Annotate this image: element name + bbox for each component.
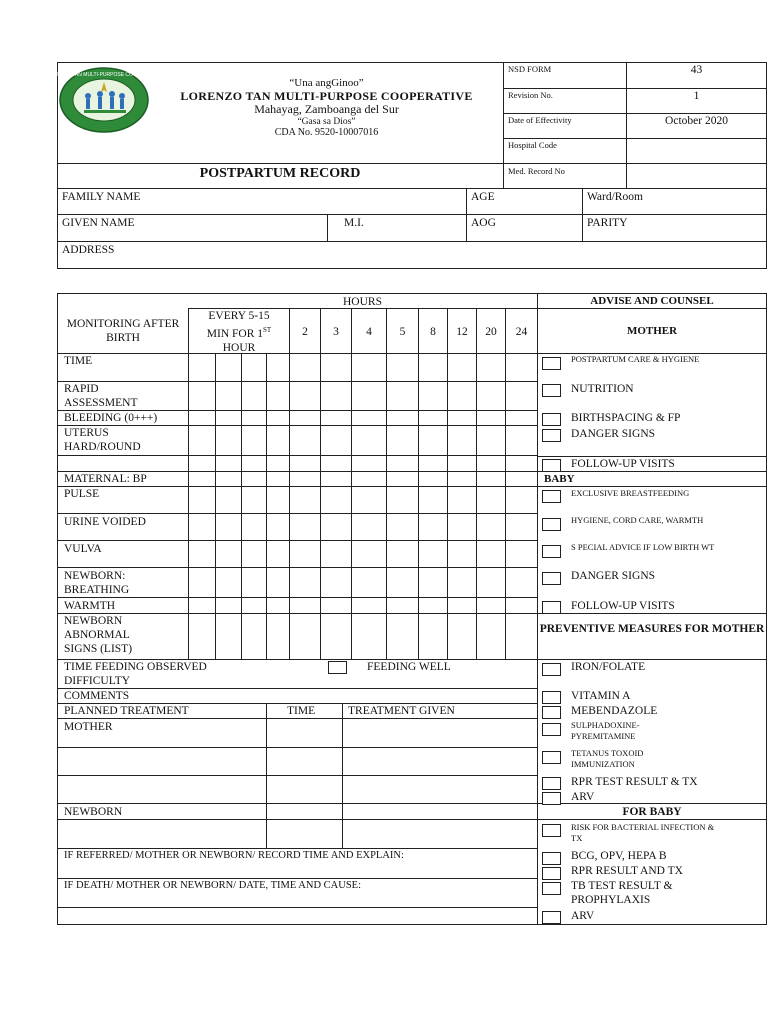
mi-label: M.I. (344, 217, 364, 229)
postpartum-care-label: POSTPARTUM CARE & HYGIENE (571, 354, 700, 364)
feeding-well-label: FEEDING WELL (367, 661, 451, 673)
treatment-given-label: TREATMENT GIVEN (348, 705, 455, 717)
baby-danger-signs-checkbox[interactable] (542, 572, 561, 585)
hour-2-header: 2 (302, 326, 308, 338)
cooperative-logo (46, 66, 162, 134)
bcg-opv-checkbox[interactable] (542, 852, 561, 865)
hygiene-cord-care-checkbox[interactable] (542, 518, 561, 531)
baby-follow-up-checkbox[interactable] (542, 601, 561, 614)
meta-value-revision: 1 (693, 90, 700, 102)
family-name-label: FAMILY NAME (62, 191, 141, 203)
hour-12-header: 12 (456, 326, 468, 338)
row-uterus: UTERUS HARD/ROUND (64, 427, 141, 453)
row-rapid-assessment: RAPID ASSESSMENT (64, 383, 138, 409)
sulphadoxine-checkbox[interactable] (542, 723, 561, 736)
advise-title: ADVISE AND COUNSEL (590, 295, 714, 307)
nutrition-checkbox[interactable] (542, 384, 561, 397)
first-hour-header: EVERY 5-15 MIN FOR 1ST HOUR (206, 310, 272, 354)
row-pulse: PULSE (64, 488, 100, 500)
rpr-result-label: RPR RESULT AND TX (571, 865, 683, 877)
baby-arv-checkbox[interactable] (542, 911, 561, 924)
meta-value-effectivity: October 2020 (665, 115, 728, 127)
breastfeeding-checkbox[interactable] (542, 490, 561, 503)
birthspacing-checkbox[interactable] (542, 413, 561, 426)
referred-label: IF REFERRED/ MOTHER OR NEWBORN/ RECORD TIME AND EXPLAIN: (64, 850, 404, 861)
meta-label-med-record: Med. Record No (508, 166, 565, 176)
newborn-treatment-label: NEWBORN (64, 806, 123, 818)
meta-value-nsd-form: 43 (690, 64, 703, 76)
time-feeding-label: TIME FEEDING OBSERVED DIFFICULTY (64, 661, 207, 687)
advise-baby-title: BABY (544, 473, 575, 485)
org-motto: “Una angGinoo” (289, 77, 364, 89)
aog-label: AOG (471, 217, 496, 229)
hour-8-header: 8 (430, 326, 436, 338)
row-newborn-breathing: NEWBORN: BREATHING (64, 570, 130, 596)
hour-24-header: 24 (515, 326, 528, 338)
low-birth-wt-checkbox[interactable] (542, 545, 561, 558)
vitamin-a-checkbox[interactable] (542, 691, 561, 704)
baby-arv-label: ARV (571, 910, 595, 922)
baby-follow-up-label: FOLLOW-UP VISITS (571, 600, 675, 612)
meta-label-revision: Revision No. (508, 90, 553, 100)
bcg-opv-label: BCG, OPV, HEPA B (571, 850, 667, 862)
hour-20-header: 20 (485, 326, 497, 338)
rpr-test-label: RPR TEST RESULT & TX (571, 776, 698, 788)
mother-treatment-label: MOTHER (64, 721, 113, 733)
row-newborn-abnormal-signs: NEWBORN ABNORMAL SIGNS (LIST) (64, 615, 133, 655)
feeding-well-checkbox[interactable] (328, 661, 347, 674)
logo-text: LORENZO TAN MULTI-PURPOSE COOPERATIVE (46, 72, 162, 78)
comments-label: COMMENTS (64, 690, 130, 702)
meta-label-effectivity: Date of Effectivity (508, 115, 572, 125)
meta-label-nsd-form: NSD FORM (508, 64, 552, 74)
hygiene-cord-care-label: HYGIENE, CORD CARE, WARMTH (571, 515, 704, 525)
for-baby-title: FOR BABY (622, 806, 682, 818)
iron-folate-checkbox[interactable] (542, 663, 561, 676)
parity-label: PARITY (587, 217, 628, 229)
tetanus-toxoid-label: TETANUS TOXOID IMMUNIZATION (571, 748, 644, 769)
time-label: TIME (287, 705, 316, 717)
low-birth-wt-label: S PECIAL ADVICE IF LOW BIRTH WT (571, 542, 715, 552)
breastfeeding-label: EXCLUSIVE BREASTFEEDING (571, 488, 690, 498)
sulphadoxine-label: SULPHADOXINE-PYREMITAMINE (571, 720, 640, 741)
baby-danger-signs-label: DANGER SIGNS (571, 570, 656, 582)
death-label: IF DEATH/ MOTHER OR NEWBORN/ DATE, TIME AND CAUSE: (64, 880, 362, 891)
planned-treatment-label: PLANNED TREATMENT (64, 705, 189, 717)
row-urine-voided: URINE VOIDED (64, 516, 146, 528)
org-slogan: “Gasa sa Dios” (297, 117, 356, 127)
advise-mother-title: MOTHER (626, 325, 678, 337)
preventive-title: PREVENTIVE MEASURES FOR MOTHER (539, 623, 765, 635)
form-title: POSTPARTUM RECORD (199, 166, 361, 181)
bacterial-infection-label: RISK FOR BACTERIAL INFECTION & TX (571, 822, 715, 843)
row-bleeding: BLEEDING (0+++) (64, 412, 158, 424)
bacterial-infection-checkbox[interactable] (542, 824, 561, 837)
mother-danger-signs-checkbox[interactable] (542, 429, 561, 442)
org-name: LORENZO TAN MULTI-PURPOSE COOPERATIVE (180, 89, 473, 103)
row-warmth: WARMTH (64, 600, 116, 612)
postpartum-care-checkbox[interactable] (542, 357, 561, 370)
mother-danger-signs-label: DANGER SIGNS (571, 428, 656, 440)
hour-4-header: 4 (366, 326, 372, 338)
rpr-test-checkbox[interactable] (542, 777, 561, 790)
row-vulva: VULVA (64, 543, 102, 555)
mebendazole-label: MEBENDAZOLE (571, 705, 658, 717)
address-label: ADDRESS (62, 244, 115, 256)
iron-folate-label: IRON/FOLATE (571, 661, 646, 673)
mother-follow-up-label: FOLLOW-UP VISITS (571, 458, 675, 470)
mother-follow-up-checkbox[interactable] (542, 459, 561, 472)
row-maternal-bp: MATERNAL: BP (64, 473, 147, 485)
ward-room-label: Ward/Room (587, 191, 643, 203)
mother-arv-label: ARV (571, 791, 595, 803)
rpr-result-checkbox[interactable] (542, 867, 561, 880)
org-cda-number: CDA No. 9520-10007016 (274, 127, 379, 138)
row-time: TIME (64, 355, 93, 367)
given-name-label: GIVEN NAME (62, 217, 135, 229)
nutrition-label: NUTRITION (571, 383, 634, 395)
hour-3-header: 3 (333, 326, 339, 338)
mebendazole-checkbox[interactable] (542, 706, 561, 719)
age-label: AGE (471, 191, 495, 203)
hours-header: HOURS (343, 296, 382, 308)
tetanus-toxoid-checkbox[interactable] (542, 751, 561, 764)
org-location: Mahayag, Zamboanga del Sur (254, 102, 399, 116)
monitoring-header: MONITORING AFTER BIRTH (66, 318, 180, 344)
hour-5-header: 5 (399, 326, 406, 338)
birthspacing-label: BIRTHSPACING & FP (571, 412, 681, 424)
tb-test-checkbox[interactable] (542, 882, 561, 895)
tb-test-label: TB TEST RESULT & PROPHYLAXIS (571, 880, 673, 906)
mother-arv-checkbox[interactable] (542, 792, 561, 805)
meta-label-hospital-code: Hospital Code (508, 140, 557, 150)
vitamin-a-label: VITAMIN A (571, 690, 631, 702)
